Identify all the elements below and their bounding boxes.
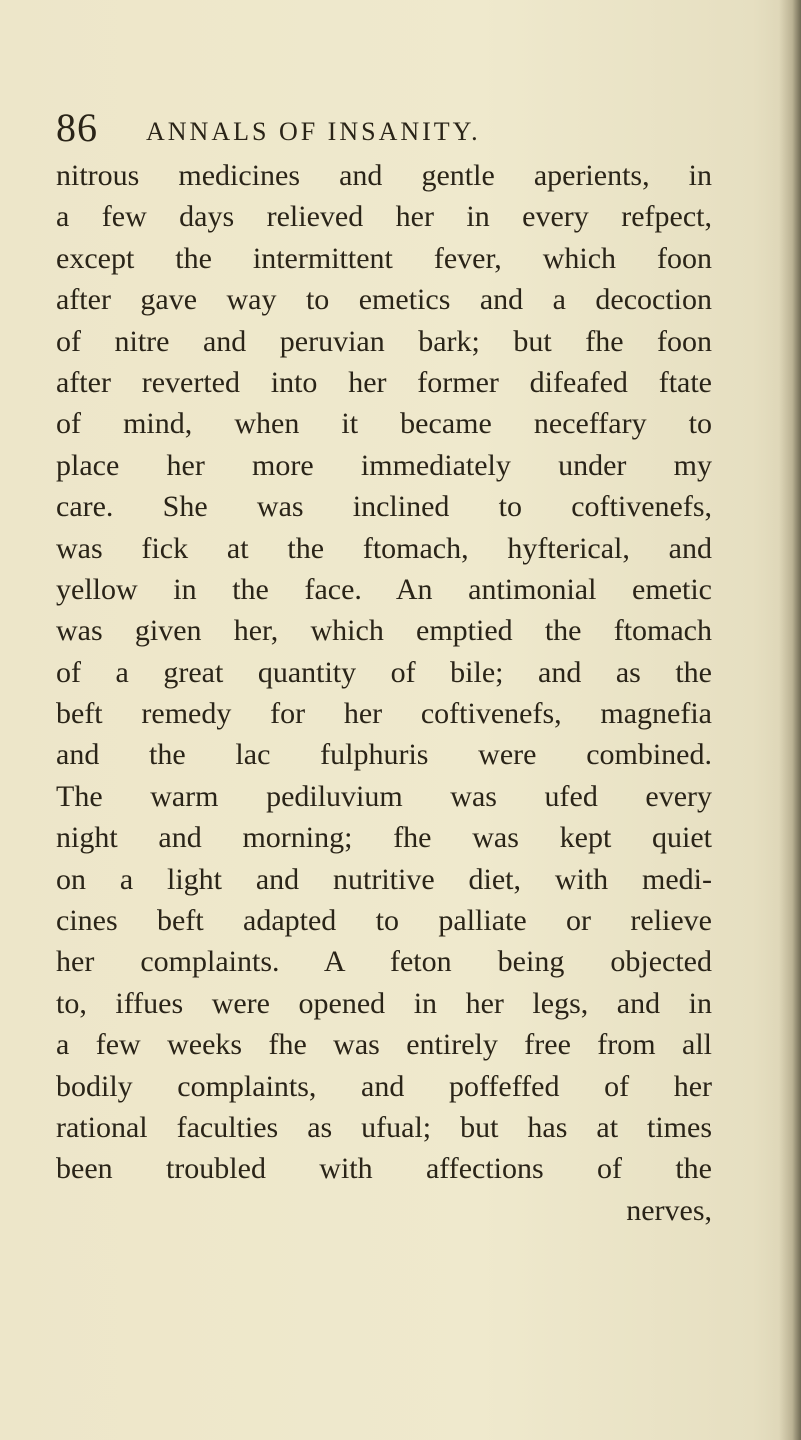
text-line: was fick at the ftomach, hyfterical, and — [56, 531, 712, 565]
page-number: 86 — [56, 105, 98, 150]
page-edge-shadow — [779, 0, 801, 1440]
text-line: after reverted into her former difeafed ftate — [56, 365, 712, 399]
text-line: nitrous medicines and gentle aperients, in — [56, 159, 712, 192]
text-line: to, iffues were opened in her legs, and in — [56, 986, 712, 1020]
text-line: of a great quantity of bile; and as the — [56, 655, 712, 689]
page-header — [56, 104, 696, 154]
text-line: rational faculties as ufual; but has at times — [56, 1110, 712, 1144]
text-line: been troubled with affections of the — [56, 1152, 712, 1186]
text-line: a few weeks fhe was entirely free from all — [56, 1028, 712, 1062]
text-line: beft remedy for her coftivenefs, magnefia — [56, 697, 712, 731]
text-line: cines beft adapted to palliate or relieve — [56, 904, 712, 938]
text-line: a few days relieved her in every refpect, — [56, 200, 712, 234]
text-line: her complaints. A feton being objected — [56, 945, 712, 979]
running-head: ANNALS OF INSANITY. — [146, 117, 481, 146]
text-line: except the intermittent fever, which foon — [56, 241, 712, 275]
text-line: place her more immediately under my — [56, 448, 712, 482]
text-line: on a light and nutritive diet, with medi- — [56, 862, 712, 896]
text-line: bodily complaints, and poffeffed of her — [56, 1069, 712, 1103]
text-line: care. She was inclined to coftivenefs, — [56, 490, 712, 524]
text-line: after gave way to emetics and a decoction — [56, 283, 712, 317]
catchword: nerves, — [626, 1193, 712, 1227]
text-line: yellow in the face. An antimonial emetic — [56, 572, 712, 606]
text-line: of nitre and peruvian bark; but fhe foon — [56, 324, 712, 358]
text-line: night and morning; fhe was kept quiet — [56, 821, 712, 855]
body-text — [56, 155, 712, 1231]
text-line: of mind, when it became neceffary to — [56, 407, 712, 441]
text-line: The warm pediluvium was ufed every — [56, 779, 712, 813]
text-line: and the lac fulphuris were combined. — [56, 738, 712, 772]
text-line: was given her, which emptied the ftomach — [56, 614, 712, 648]
